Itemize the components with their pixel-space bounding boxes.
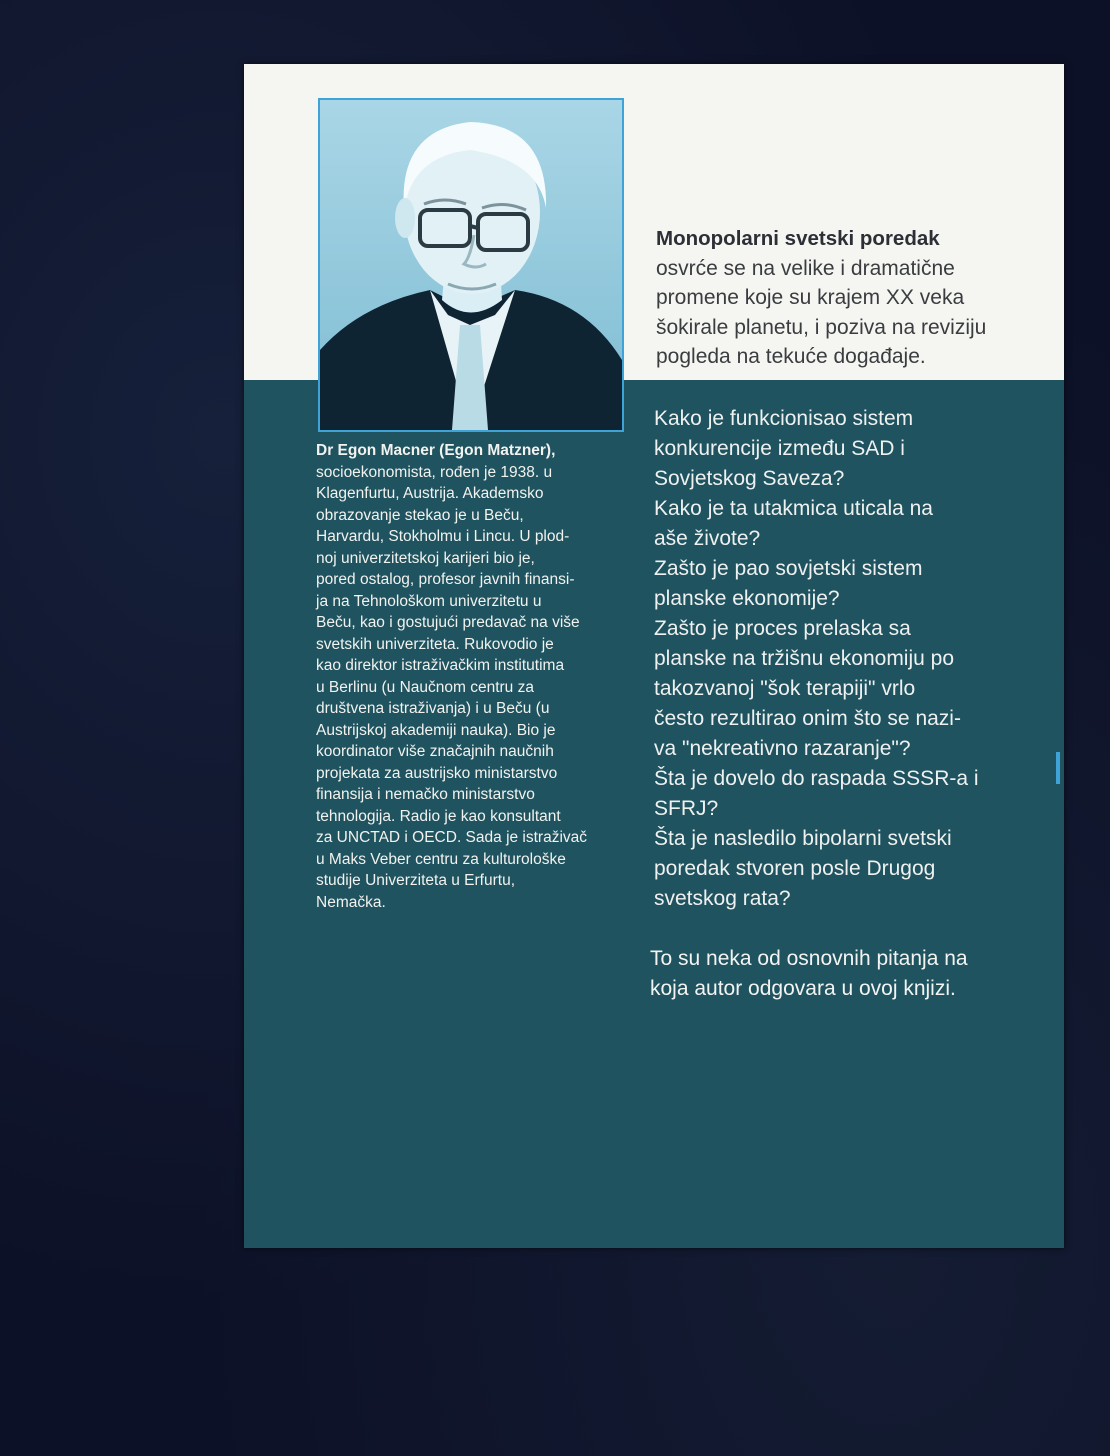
closing-statement: To su neka od osnovnih pitanja na koja autor odgovara u ovoj knjizi. (650, 947, 968, 1000)
key-questions: Kako je funkcionisao sistem konkurencije između SAD i Sovjetskog Saveza? Kako je ta utakmica uticala na aše živote? Zašto je pao sovjetski sistem planske ekonomije? Zašto je proces prelaska sa planske na tržišnu ekonomiju po takozvanoj "šok terapiji" vrlo često rezultirao onim što se nazi- va "nekreativno razaranje"? Šta je dovelo do raspada SSSR-a i SFRJ? Šta je nasledilo bipolarni svetski poredak stvoren posle Drugog svetskog rata? (654, 407, 979, 910)
author-name: Dr Egon Macner (Egon Matzner), (316, 442, 556, 459)
edge-marker (1056, 752, 1060, 784)
book-back-cover (244, 64, 1064, 1248)
author-portrait-icon (318, 98, 624, 432)
author-bio (316, 440, 636, 913)
book-blurb (656, 224, 1036, 372)
book-title: Monopolarni svetski poredak (656, 227, 940, 250)
blurb-text: osvrće se na velike i dramatične promene koje su krajem XX veka šokirale planetu, i poziva na reviziju pogleda na tekuće događaje. (656, 256, 987, 368)
author-bio-text: socioekonomista, rođen je 1938. u Klagenfurtu, Austrija. Akademsko obrazovanje stekao je u Beču, Harvardu, Stokholmu i Lincu. U plod- noj univerzitetskoj karijeri bio je, pored ostalog, profesor javnih finansi- ja na Tehnološkom univerzitetu u Beču, kao i gostujući predavač na više svetskih univerziteta. Rukovodio je kao direktor istraživačkim institutima u Berlinu (u Naučnom centru za društvena istraživanja) i u Beču (u Austrijskoj akademiji nauka). Bio je koordinator više značajnih naučnih projekata za austrijsko ministarstvo finansija i nemačko ministarstvo tehnologija. Radio je kao konsultant za UNCTAD i OECD. Sada je istraživač u Maks Veber centru za kulturološke studije Univerziteta u Erfurtu, Nemačka. (316, 463, 588, 911)
